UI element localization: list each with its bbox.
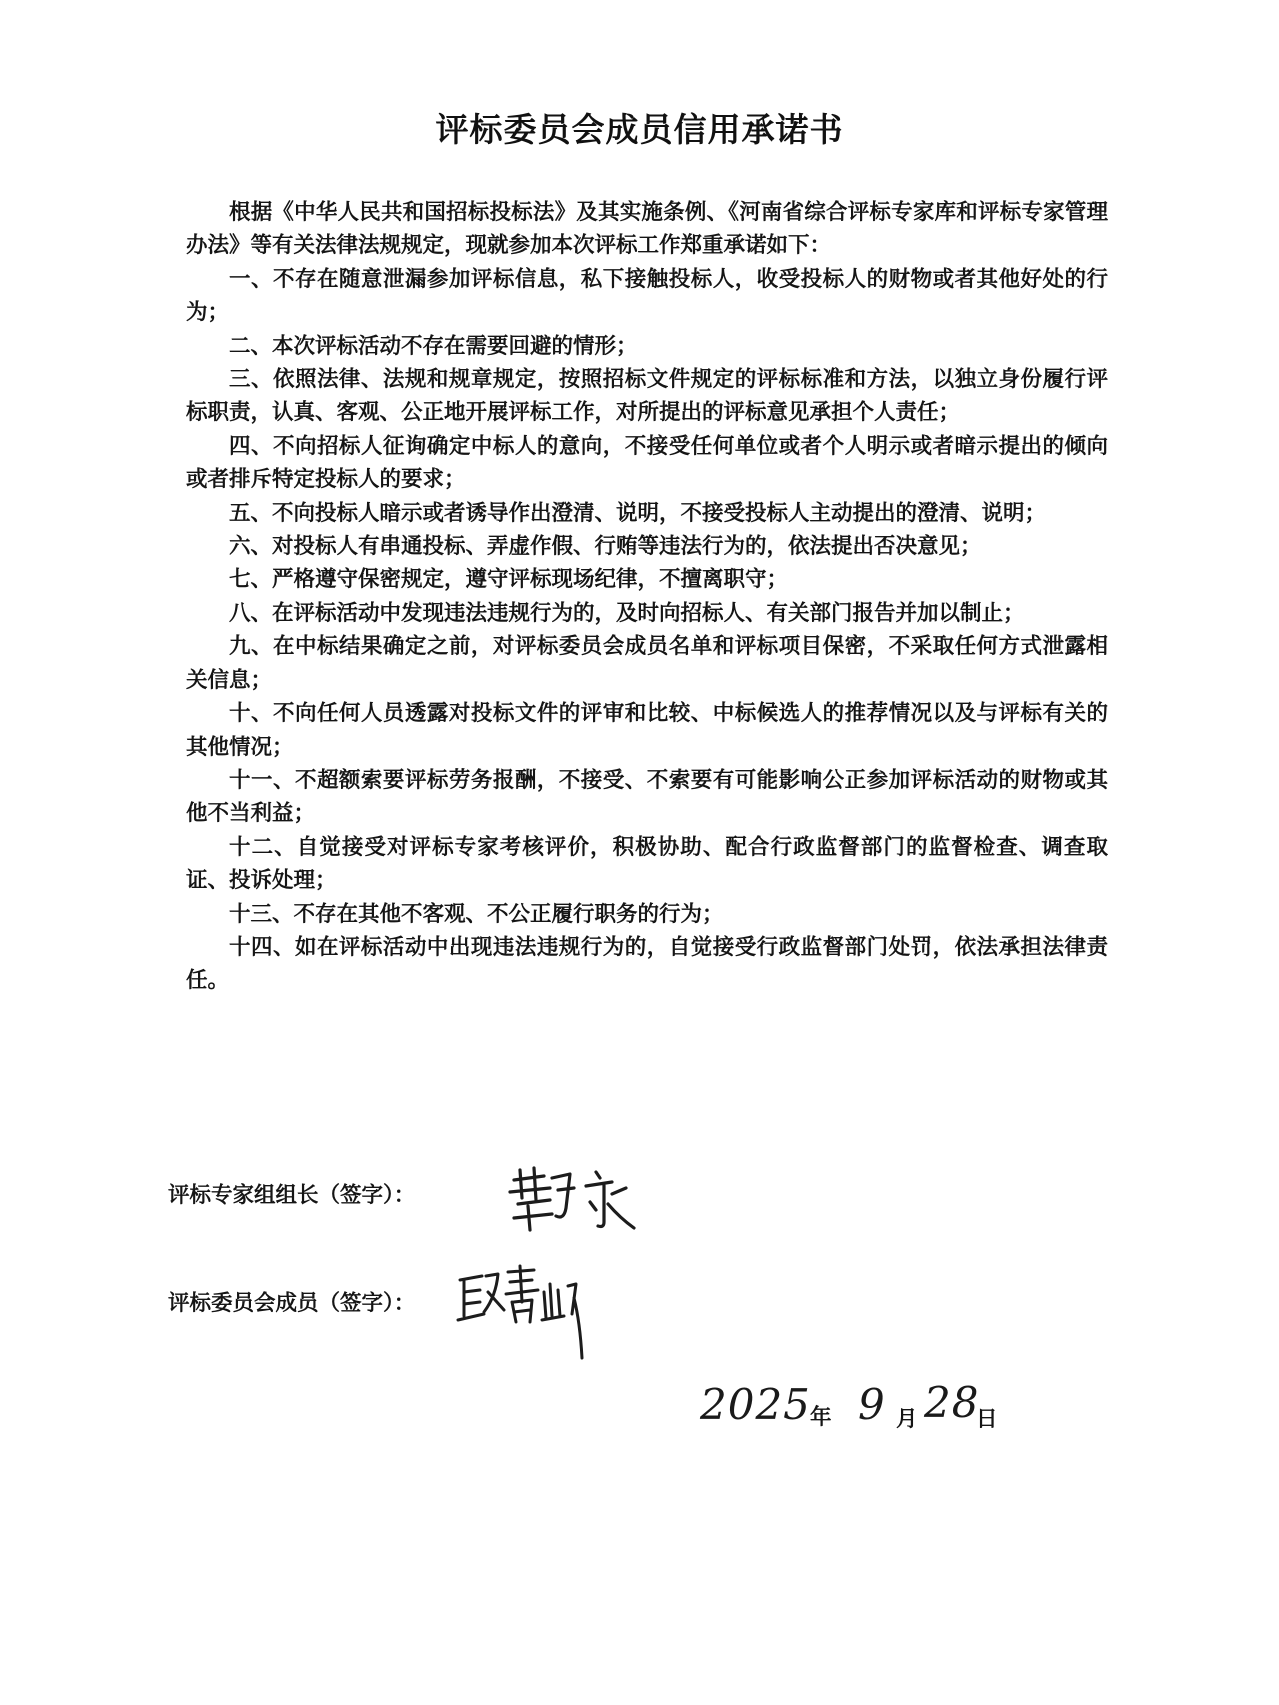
paragraph-item-12: 十二、自觉接受对评标专家考核评价，积极协助、配合行政监督部门的监督检查、调查取证、投诉处理； xyxy=(186,834,1108,894)
paragraph-item-1: 一、不存在随意泄漏参加评标信息，私下接触投标人，收受投标人的财物或者其他好处的行为； xyxy=(186,266,1108,326)
member-handwritten-signature xyxy=(452,1262,602,1382)
document-title: 评标委员会成员信用承诺书 xyxy=(435,110,844,149)
paragraph-item-2: 二、本次评标活动不存在需要回避的情形； xyxy=(229,333,638,359)
signing-date xyxy=(700,1378,1020,1438)
paragraph-item-6: 六、对投标人有串通投标、弄虚作假、行贿等违法行为的，依法提出否决意见； xyxy=(229,534,982,560)
date-year-unit: 年 xyxy=(810,1405,832,1430)
leader-signature-label: 评标专家组组长（签字）： xyxy=(168,1183,416,1208)
paragraph-item-9: 九、在中标结果确定之前，对评标委员会成员名单和评标项目保密，不采取任何方式泄露相关信息； xyxy=(186,634,1108,693)
paragraph-item-11: 十一、不超额索要评标劳务报酬，不接受、不索要有可能影响公正参加评标活动的财物或其他不当利益； xyxy=(186,767,1108,827)
date-month-unit: 月 xyxy=(896,1407,918,1432)
paragraph-item-3: 三、依照法律、法规和规章规定，按照招标文件规定的评标标准和方法，以独立身份履行评标职责，认真、客观、公正地开展评标工作，对所提出的评标意见承担个人责任； xyxy=(186,367,1108,426)
paragraph-item-5: 五、不向投标人暗示或者诱导作出澄清、说明，不接受投标人主动提出的澄清、说明； xyxy=(229,500,1047,526)
paragraph-item-10: 十、不向任何人员透露对投标文件的评审和比较、中标候选人的推荐情况以及与评标有关的其他情况； xyxy=(186,701,1108,760)
leader-handwritten-signature xyxy=(500,1158,650,1238)
paragraph-item-4: 四、不向招标人征询确定中标人的意向，不接受任何单位或者个人明示或者暗示提出的倾向或者排斥特定投标人的要求； xyxy=(186,433,1108,493)
date-day-handwritten: 28 xyxy=(924,1378,980,1427)
paragraph-intro: 根据《中华人民共和国招标投标法》及其实施条例、《河南省综合评标专家库和评标专家管理办法》等有关法律法规规定，现就参加本次评标工作郑重承诺如下： xyxy=(186,200,1108,259)
document-body xyxy=(186,196,1108,998)
date-month-handwritten: 9 xyxy=(858,1380,886,1429)
date-day-unit: 日 xyxy=(976,1407,998,1432)
paragraph-item-8: 八、在评标活动中发现违法违规行为的，及时向招标人、有关部门报告并加以制止； xyxy=(229,600,1025,626)
member-signature-label: 评标委员会成员（签字）： xyxy=(168,1291,416,1316)
date-year-handwritten: 2025 xyxy=(700,1380,811,1429)
paragraph-item-7: 七、严格遵守保密规定，遵守评标现场纪律，不擅离职守； xyxy=(229,567,789,593)
paragraph-item-13: 十三、不存在其他不客观、不公正履行职务的行为； xyxy=(229,901,724,927)
paragraph-item-14: 十四、如在评标活动中出现违法违规行为的，自觉接受行政监督部门处罚，依法承担法律责任。 xyxy=(186,934,1108,994)
